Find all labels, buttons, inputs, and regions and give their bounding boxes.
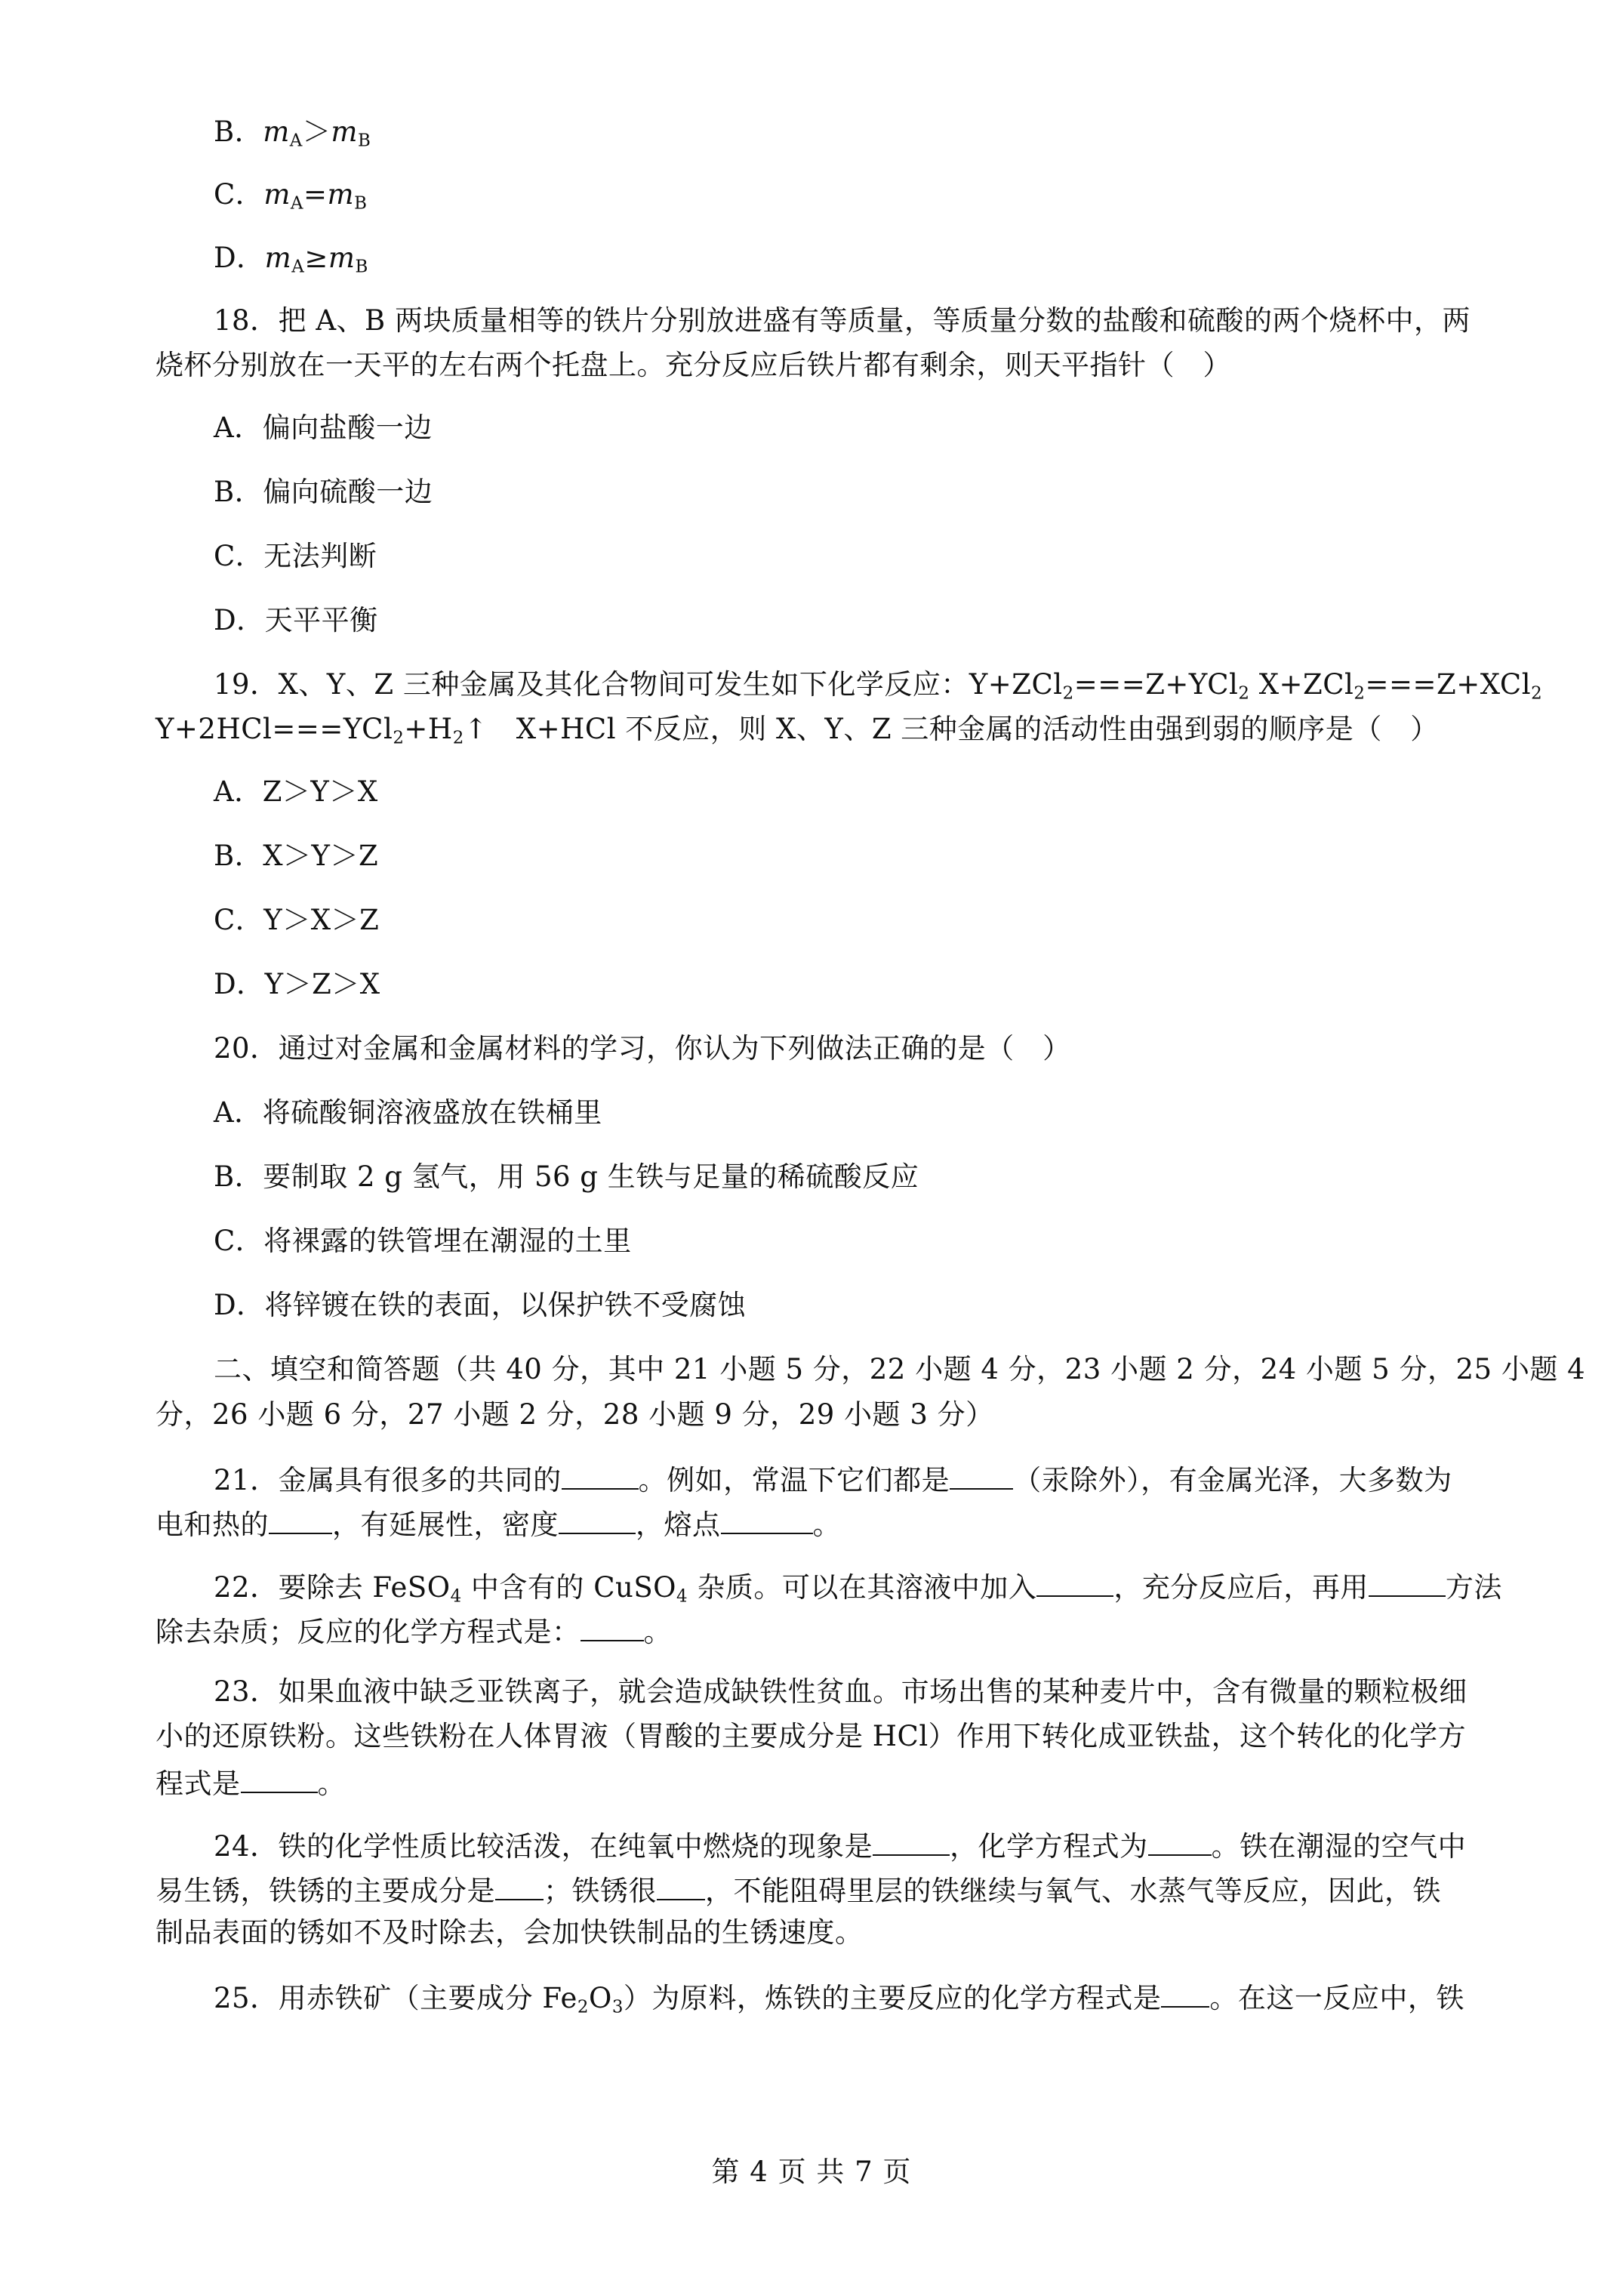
q22-line-2: 除去杂质；反应的化学方程式是： 。: [156, 1613, 672, 1649]
answer-blank[interactable]: [721, 1505, 813, 1534]
answer-blank[interactable]: [657, 1872, 705, 1900]
q23-line-1: 23．如果血液中缺乏亚铁离子，就会造成缺铁性贫血。市场出售的某种麦片中，含有微量的颗粒极细: [214, 1675, 1467, 1708]
answer-blank[interactable]: [1148, 1827, 1212, 1856]
section-2-heading-line-1: 二、填空和简答题（共 40 分，其中 21 小题 5 分，22 小题 4 分，23 小题 2 分，24 小题 5 分，25 小题 4: [214, 1353, 1586, 1385]
q20-option-b: B．要制取 2 g 氢气，用 56 g 生铁与足量的稀硫酸反应: [214, 1160, 919, 1193]
q24-line-2: 易生锈，铁锈的主要成分是 ；铁锈很 ，不能阻碍里层的铁继续与氧气、水蒸气等反应，因此，铁: [156, 1872, 1441, 1908]
page-footer: 第 4 页 共 7 页: [711, 2156, 912, 2188]
q21-line-1: 21．金属具有很多的共同的 。例如，常温下它们都是 （汞除外），有金属光泽，大多数为: [214, 1461, 1452, 1497]
q18-stem-line-2: 烧杯分别放在一天平的左右两个托盘上。充分反应后铁片都有剩余，则天平指针（ ）: [156, 349, 1231, 381]
answer-blank[interactable]: [1036, 1568, 1113, 1597]
q25-line-1: 25．用赤铁矿（主要成分 $Fe_2O_3$）为原料，炼铁的主要反应的化学方程式是 。在这一反应中，铁: [214, 1979, 1464, 2015]
answer-blank[interactable]: [562, 1461, 639, 1490]
q24-line-3: 制品表面的锈如不及时除去，会加快铁制品的生锈速度。: [156, 1916, 864, 1949]
q19-option-d: D．Y＞Z＞X: [214, 968, 380, 1000]
q18-option-a: A．偏向盐酸一边: [214, 411, 433, 444]
section-2-heading-line-2: 分，26 小题 6 分，27 小题 2 分，28 小题 9 分，29 小题 3 分）: [156, 1398, 994, 1431]
q17-option-d: D．$m_A\ge m_B$: [214, 242, 368, 277]
q19-option-b: B．X＞Y＞Z: [214, 840, 379, 872]
answer-blank[interactable]: [559, 1505, 636, 1534]
q17-option-c: C．$m_A=m_B$: [214, 178, 368, 214]
answer-blank[interactable]: [495, 1872, 544, 1900]
q18-option-d: D．天平平衡: [214, 604, 378, 636]
q20-option-a: A．将硫酸铜溶液盛放在铁桶里: [214, 1096, 602, 1129]
answer-blank[interactable]: [241, 1764, 318, 1793]
q18-option-c: C．无法判断: [214, 540, 377, 572]
answer-blank[interactable]: [950, 1461, 1013, 1490]
q20-stem: 20．通过对金属和金属材料的学习，你认为下列做法正确的是（ ）: [214, 1032, 1071, 1065]
answer-blank[interactable]: [269, 1505, 332, 1534]
q21-line-2: 电和热的 ，有延展性，密度 ，熔点 。: [156, 1505, 841, 1542]
answer-blank[interactable]: [1369, 1568, 1446, 1597]
q23-line-2: 小的还原铁粉。这些铁粉在人体胃液（胃酸的主要成分是 HCl）作用下转化成亚铁盐，这个转化的化学方: [156, 1720, 1467, 1752]
q24-line-1: 24．铁的化学性质比较活泼，在纯氧中燃烧的现象是 ，化学方程式为 。铁在潮湿的空气中: [214, 1827, 1466, 1863]
q20-option-d: D．将锌镀在铁的表面，以保护铁不受腐蚀: [214, 1289, 747, 1321]
q19-option-a: A．Z＞Y＞X: [214, 775, 378, 808]
q19-stem-line-2: $Y+2HCl===YCl_2+H_2↑$ X+HCl 不反应，则 X、Y、Z 三种金属的活动性由强到弱的顺序是（ ）: [156, 713, 1439, 748]
q19-option-c: C．Y＞X＞Z: [214, 904, 380, 936]
q23-line-3: 程式是 。: [156, 1764, 346, 1801]
answer-blank[interactable]: [1161, 1979, 1209, 2008]
q20-option-c: C．将裸露的铁管埋在潮湿的土里: [214, 1225, 632, 1257]
answer-blank[interactable]: [873, 1827, 950, 1856]
q17-option-b: B．$m_A>m_B$: [214, 116, 371, 151]
q19-stem-line-1: 19．X、Y、Z 三种金属及其化合物间可发生如下化学反应：Y+ZCl$_2$===Z+YCl$_2$ X+ZCl$_2$===Z+XCl$_2$: [214, 668, 1543, 704]
q18-stem-line-1: 18．把 A、B 两块质量相等的铁片分别放进盛有等质量，等质量分数的盐酸和硫酸的两个烧杯中，两: [214, 304, 1471, 337]
q22-line-1: 22．要除去 FeSO$_4$ 中含有的 CuSO$_4$ 杂质。可以在其溶液中加入 ，充分反应后，再用 方法: [214, 1568, 1502, 1604]
answer-blank[interactable]: [581, 1613, 644, 1641]
q18-option-b: B．偏向硫酸一边: [214, 476, 433, 508]
